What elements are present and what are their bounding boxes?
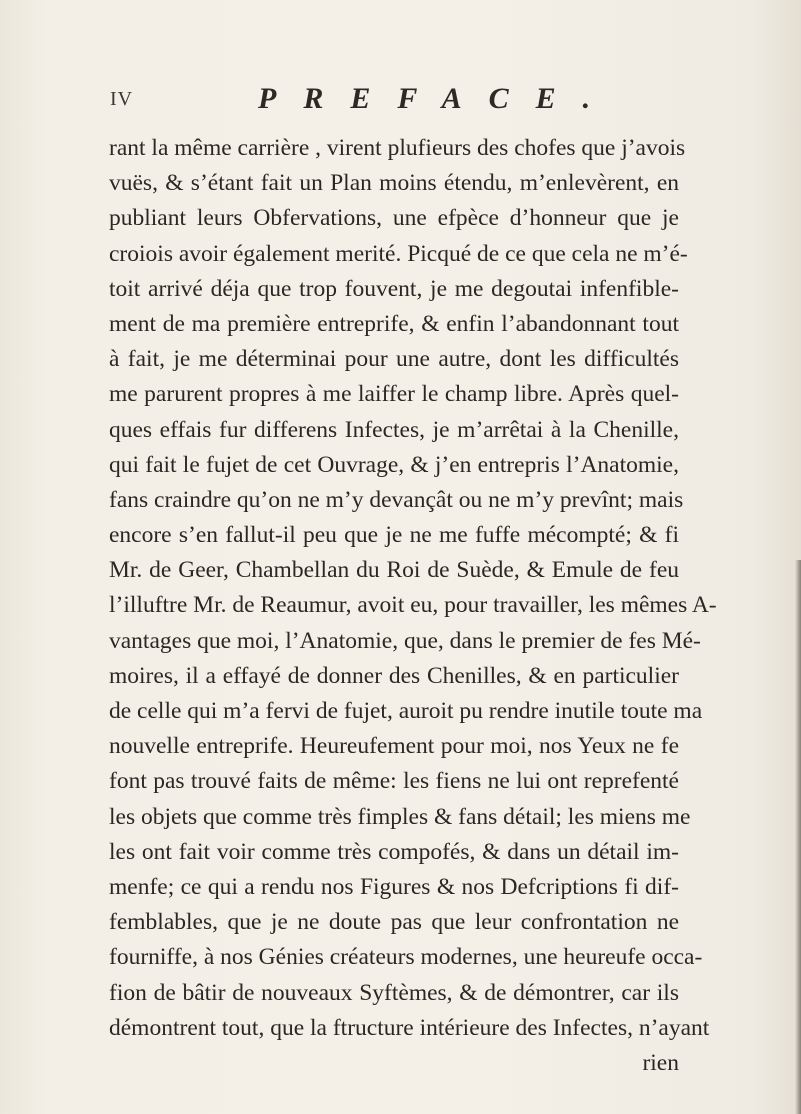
text-line: toit arrivé déja que trop fouvent, je me degoutai infenfible- [109, 275, 679, 302]
text-line: à fait, je me déterminai pour une autre, dont les difficultés [109, 346, 679, 373]
text-line: publiant leurs Obfervations, une efpèce d’honneur que je [109, 205, 679, 232]
text-line: qui fait le fujet de cet Ouvrage, & j’en entrepris l’Anatomie, [109, 451, 679, 478]
text-line: fion de bâtir de nouveaux Syftèmes, & de démontrer, car ils [109, 979, 679, 1006]
page-edge-shadow [795, 560, 801, 1114]
text-line: fans craindre qu’on ne m’y devançât ou ne m’y prevînt; mais [109, 486, 684, 513]
text-line: Mr. de Geer, Chambellan du Roi de Suède, & Emule de feu [109, 557, 679, 584]
text-line: moires, il a effayé de donner des Chenilles, & en particulier [109, 662, 679, 689]
text-line: femblables, que je ne doute pas que leur confrontation ne [109, 909, 679, 936]
text-line: me parurent propres à me laiffer le champ libre. Après quel- [109, 381, 679, 408]
text-line: rant la même carrière , virent plufieurs des chofes que j’avois [109, 135, 686, 161]
page-number: IV [110, 88, 134, 110]
text-line: encore s’en fallut-il peu que je ne me fuffe mécompté; & fi [109, 522, 679, 549]
text-line: vuës, & s’étant fait un Plan moins étendu, m’enlevèrent, en [109, 170, 679, 197]
text-line: font pas trouvé faits de même: les fiens ne lui ont reprefenté [109, 768, 679, 795]
text-line: vantages que moi, l’Anatomie, que, dans le premier de fes Mé- [109, 627, 701, 654]
text-line: ques effais fur differens Infectes, je m’arrêtai à la Chenille, [109, 416, 679, 443]
running-title: PREFACE. [258, 82, 618, 115]
text-line: ment de ma première entreprife, & enfin l’abandonnant tout [109, 310, 679, 337]
text-line: nouvelle entreprife. Heureufement pour moi, nos Yeux ne fe [109, 733, 679, 760]
text-line: les ont fait voir comme très compofés, & dans un détail im- [109, 838, 679, 865]
text-line: fourniffe, à nos Génies créateurs modernes, une heureufe occa- [109, 944, 703, 971]
body-text [109, 131, 717, 1081]
catchword: rien [642, 1049, 679, 1076]
text-line: menfe; ce qui a rendu nos Figures & nos Defcriptions fi dif- [109, 873, 679, 900]
text-line: démontrent tout, que la ftructure intérieure des Infectes, n’ayant [109, 1014, 710, 1041]
text-line: de celle qui m’a fervi de fujet, auroit pu rendre inutile toute ma [109, 698, 703, 724]
text-line: l’illuftre Mr. de Reaumur, avoit eu, pour travailler, les mêmes A- [109, 592, 717, 619]
page-header [0, 82, 801, 115]
text-line: les objets que comme très fimples & fans détail; les miens me [109, 803, 691, 830]
text-line: croiois avoir également merité. Picqué de ce que cela ne m’é- [109, 240, 688, 267]
